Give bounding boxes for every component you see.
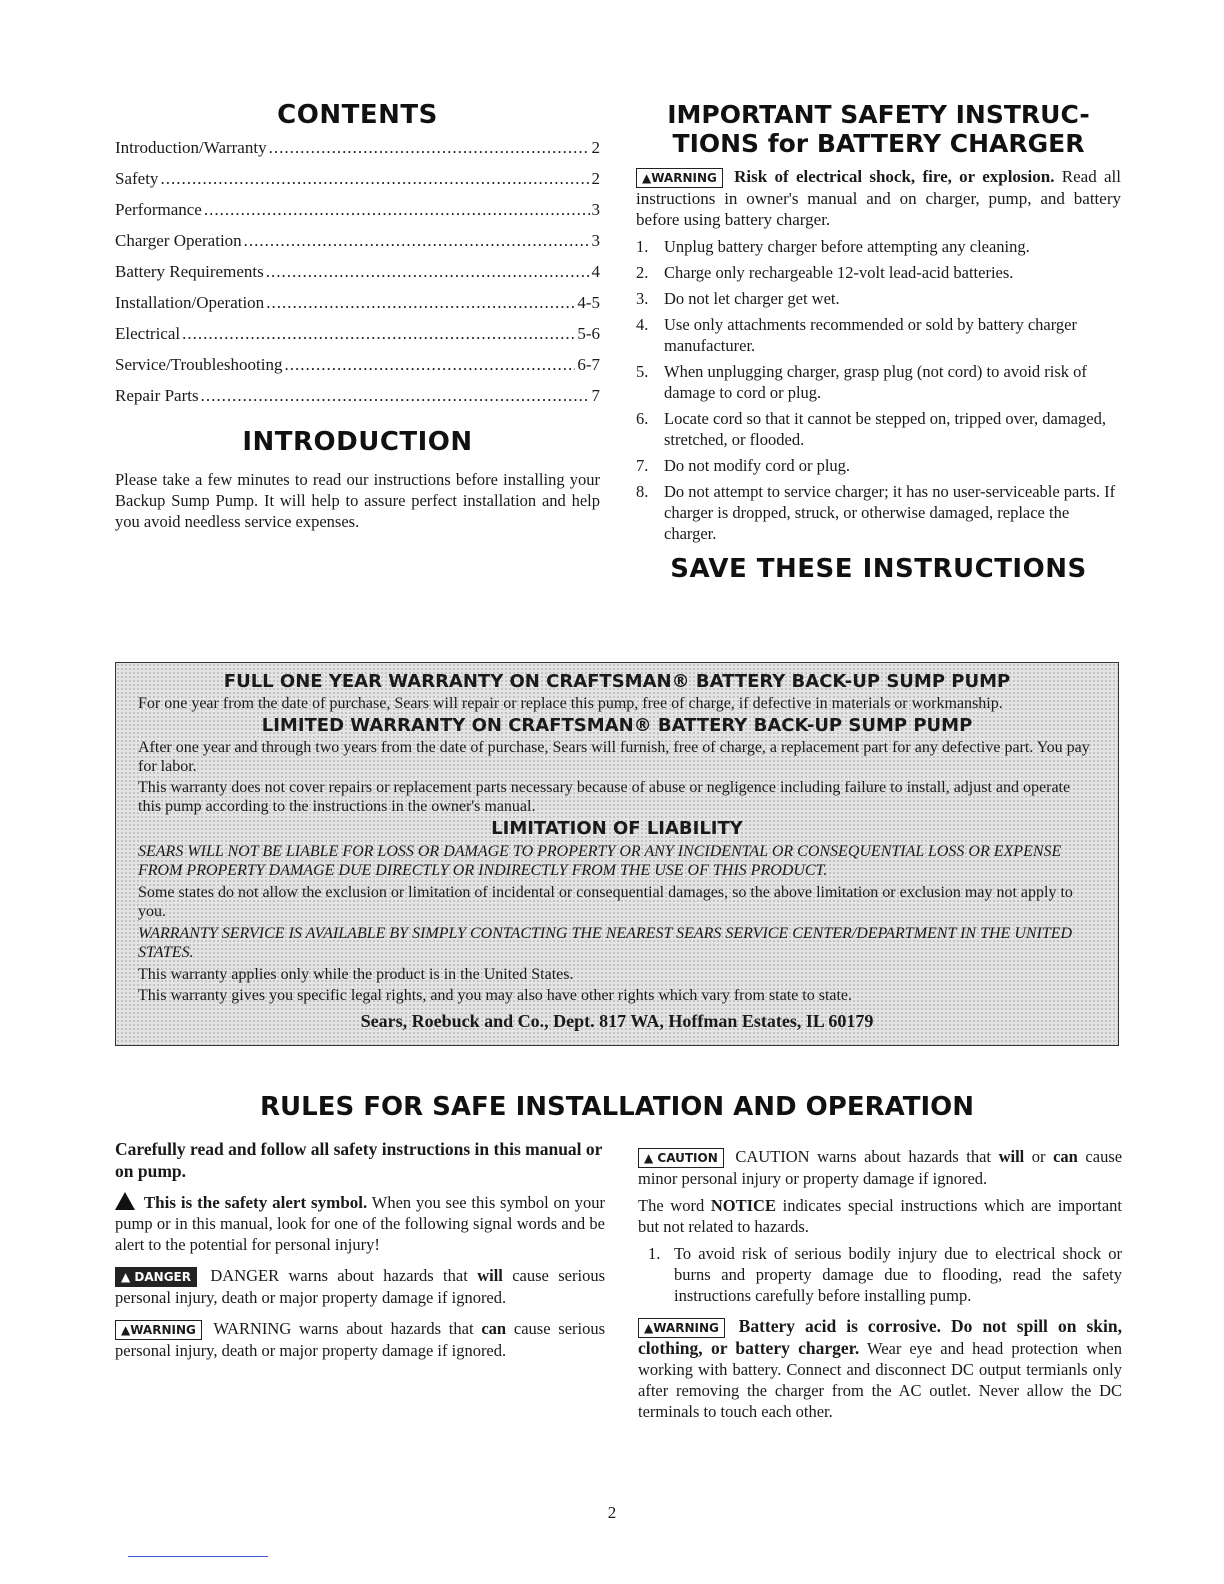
safety-list-item <box>636 236 1121 257</box>
caution-word: CAUTION <box>735 1147 810 1166</box>
warning-word: WARNING <box>213 1319 292 1339</box>
warning-text: warns about hazards that <box>299 1319 474 1339</box>
contents-item-leader <box>201 386 590 406</box>
safety-list-item <box>636 481 1121 544</box>
contents-item-page: 7 <box>591 386 600 405</box>
contents-item <box>115 355 600 386</box>
safety-list-item <box>636 262 1121 283</box>
contents-item-label: Repair Parts <box>115 386 199 405</box>
safety-list-item <box>636 288 1121 309</box>
contents-item <box>115 324 600 355</box>
safety-title-line2: TIONS for BATTERY CHARGER <box>672 129 1085 158</box>
rules-lead: Carefully read and follow all safety instructions in this manual or on pump. <box>115 1139 603 1181</box>
caution-text: warns about hazards that <box>817 1147 991 1166</box>
safety-title <box>636 100 1121 158</box>
warranty-liability-text: SEARS WILL NOT BE LIABLE FOR LOSS OR DAMAGE TO PROPERTY OR ANY INCIDENTAL OR CONSEQUENTIAL LOSS OR EXPENSE FROM PROPERTY DAMAGE DUE DIRECTLY OR INDIRECTLY FROM THE USE OF THIS PRODUCT. <box>138 843 1062 879</box>
notice-word: NOTICE <box>710 1196 776 1216</box>
safety-item-text: Charge only rechargeable 12-volt lead-acid batteries. <box>664 263 1014 283</box>
contents-item-page: 3 <box>591 200 600 219</box>
safety-item-number: 4. <box>636 315 649 335</box>
contents-section <box>115 100 600 532</box>
contents-item-label: Installation/Operation <box>115 293 265 312</box>
warranty-address: Sears, Roebuck and Co., Dept. 817 WA, Hoffman Estates, IL 60179 <box>360 1011 874 1031</box>
contents-item-page: 2 <box>591 138 600 157</box>
charger-warning-bold: Risk of electrical shock, fire, or explosion. <box>734 167 1055 186</box>
charger-warning-text: Read all instructions in owner's manual and on charger, pump, and battery before using battery charger. <box>636 167 1121 230</box>
contents-item <box>115 231 600 262</box>
contents-item-leader <box>244 231 590 251</box>
safety-item-number: 8. <box>636 482 649 502</box>
safety-item-number: 7. <box>636 456 649 476</box>
caution-will: will <box>998 1147 1025 1166</box>
contents-item-leader <box>284 355 575 375</box>
caution-text2: cause minor personal injury or property damage if ignored. <box>638 1147 1123 1189</box>
safety-item-text: Do not attempt to service charger; it has no user-serviceable parts. If charger is dropped, struck, or otherwise damaged, replace the charger. <box>664 482 1116 544</box>
warning-paragraph <box>115 1318 605 1361</box>
save-instructions-title: SAVE THESE INSTRUCTIONS <box>670 554 1087 585</box>
alert-symbol-paragraph <box>115 1192 605 1255</box>
rules-left-column <box>115 1138 605 1361</box>
danger-word: DANGER <box>210 1266 280 1285</box>
contents-list <box>115 138 600 417</box>
caution-badge: ▲ CAUTION <box>638 1148 724 1168</box>
introduction-text: Please take a few minutes to read our instructions before installing your Backup Sump Pump. It will help to assure perfect installation and help you avoid needless service expenses. <box>115 470 600 531</box>
page-number: 2 <box>607 1503 617 1522</box>
danger-text: warns about hazards that <box>288 1266 468 1285</box>
contents-item-label: Charger Operation <box>115 231 242 250</box>
contents-item-leader <box>266 293 575 313</box>
caution-or: or <box>1031 1147 1046 1166</box>
notice-paragraph <box>638 1195 1122 1237</box>
contents-item-page: 4 <box>591 262 600 281</box>
rules-right-column <box>638 1146 1122 1422</box>
contents-item-label: Service/Troubleshooting <box>115 355 283 374</box>
rules-item-1-number: 1. <box>648 1244 661 1264</box>
contents-item <box>115 293 600 324</box>
contents-item-leader <box>266 262 590 282</box>
warranty-us-text: This warranty applies only while the product is in the United States. <box>138 966 574 983</box>
caution-paragraph <box>638 1146 1122 1189</box>
safety-item-text: Unplug battery charger before attempting any cleaning. <box>664 237 1030 257</box>
battery-warning-text: Wear eye and head protection when working with battery. Connect and disconnect DC output termianls only after removing the charger from the AC outlet. Never allow the DC terminals to touch each other. <box>638 1339 1122 1422</box>
warning-badge: ▲WARNING <box>636 168 723 188</box>
introduction-title: INTRODUCTION <box>242 427 473 457</box>
contents-item-label: Performance <box>115 200 202 219</box>
alert-symbol-bold: This is the safety alert symbol. <box>143 1193 368 1212</box>
battery-warning-paragraph <box>638 1316 1122 1422</box>
safety-item-text: Locate cord so that it cannot be stepped on, tripped over, damaged, stretched, or flooded. <box>664 409 1106 450</box>
contents-item-label: Introduction/Warranty <box>115 138 267 157</box>
warranty-text-limited: After one year and through two years from the date of purchase, Sears will furnish, free of charge, a replacement part for any defective part. You pay for labor. <box>138 739 1090 775</box>
contents-item <box>115 169 600 200</box>
battery-warning-bold: Battery acid is corrosive. Do not spill on skin, clothing, or battery charger. <box>638 1316 1122 1359</box>
warranty-box <box>115 662 1119 1046</box>
contents-item-page: 4-5 <box>577 293 600 312</box>
contents-item <box>115 262 600 293</box>
contents-item-leader <box>204 200 590 220</box>
safety-item-text: Do not let charger get wet. <box>664 289 840 309</box>
warning-can: can <box>481 1319 507 1339</box>
safety-item-text: Do not modify cord or plug. <box>664 456 851 476</box>
alert-triangle-icon <box>115 1192 135 1210</box>
safety-item-text: When unplugging charger, grasp plug (not cord) to avoid risk of damage to cord or plug. <box>664 362 1087 403</box>
contents-item <box>115 200 600 231</box>
contents-item <box>115 138 600 169</box>
danger-paragraph <box>115 1265 605 1308</box>
warranty-heading-liability: LIMITATION OF LIABILITY <box>491 818 743 839</box>
contents-item-page: 6-7 <box>577 355 600 374</box>
safety-item-number: 1. <box>636 237 649 257</box>
charger-warning <box>636 166 1121 230</box>
contents-item-leader <box>182 324 575 344</box>
danger-badge: ▲ DANGER <box>115 1267 197 1287</box>
warning-badge-rules: ▲WARNING <box>115 1320 202 1340</box>
danger-will: will <box>477 1266 503 1285</box>
safety-item-text: Use only attachments recommended or sold by battery charger manufacturer. <box>664 315 1077 356</box>
warning-text2: cause serious personal injury, death or major property damage if ignored. <box>115 1319 606 1361</box>
warranty-heading-full: FULL ONE YEAR WARRANTY ON CRAFTSMAN® BATTERY BACK-UP SUMP PUMP <box>223 671 1011 692</box>
safety-section <box>636 100 1121 584</box>
safety-item-number: 5. <box>636 362 649 382</box>
safety-title-line1: IMPORTANT SAFETY INSTRUC- <box>667 100 1090 129</box>
warranty-rights-text: This warranty gives you specific legal rights, and you may also have other rights which vary from state to state. <box>138 987 853 1004</box>
contents-item-label: Battery Requirements <box>115 262 264 281</box>
contents-item-leader <box>269 138 590 158</box>
danger-text2: cause serious personal injury, death or major property damage if ignored. <box>115 1266 605 1308</box>
warranty-service-text: WARRANTY SERVICE IS AVAILABLE BY SIMPLY CONTACTING THE NEAREST SEARS SERVICE CENTER/DEPARTMENT IN THE UNITED STATES. <box>138 925 1073 961</box>
safety-list <box>636 236 1121 544</box>
contents-title: CONTENTS <box>277 100 438 130</box>
safety-item-number: 3. <box>636 289 649 309</box>
contents-item-label: Electrical <box>115 324 181 343</box>
safety-list-item <box>636 314 1121 356</box>
warranty-heading-limited: LIMITED WARRANTY ON CRAFTSMAN® BATTERY BACK-UP SUMP PUMP <box>261 715 973 736</box>
contents-item-label: Safety <box>115 169 159 188</box>
contents-item-page: 3 <box>591 231 600 250</box>
rules-item-1 <box>638 1243 1122 1306</box>
warranty-text-full: For one year from the date of purchase, Sears will repair or replace this pump, free of charge, if defective in materials or workmanship. <box>138 695 1003 712</box>
battery-warning-badge: ▲WARNING <box>638 1318 725 1338</box>
safety-item-number: 6. <box>636 409 649 429</box>
contents-item-leader <box>160 169 589 189</box>
rules-item-1-text: To avoid risk of serious bodily injury due to electrical shock or burns and property damage due to flooding, read the safety instructions carefully before installing pump. <box>674 1244 1122 1306</box>
contents-item <box>115 386 600 417</box>
safety-list-item <box>636 408 1121 450</box>
notice-text: indicates special instructions which are important but not related to hazards. <box>638 1196 1122 1237</box>
notice-pre: The word <box>638 1196 705 1216</box>
safety-item-number: 2. <box>636 263 649 283</box>
safety-list-item <box>636 455 1121 476</box>
safety-list-item <box>636 361 1121 403</box>
warranty-states-text: Some states do not allow the exclusion or limitation of incidental or consequential damages, so the above limitation or exclusion may not apply to you. <box>138 884 1073 920</box>
contents-item-page: 2 <box>591 169 600 188</box>
rules-title: RULES FOR SAFE INSTALLATION AND OPERATION <box>260 1092 974 1122</box>
alert-symbol-text: When you see this symbol on your pump or in this manual, look for one of the following signal words and be alert to the potential for personal injury! <box>115 1193 606 1254</box>
contents-item-page: 5-6 <box>577 324 600 343</box>
caution-can: can <box>1053 1147 1078 1166</box>
warranty-text-exclusions: This warranty does not cover repairs or replacement parts necessary because of abuse or negligence including failure to install, adjust and operate this pump according to the instructions in the owner's manual. <box>138 779 1071 815</box>
footer-line <box>128 1556 268 1557</box>
